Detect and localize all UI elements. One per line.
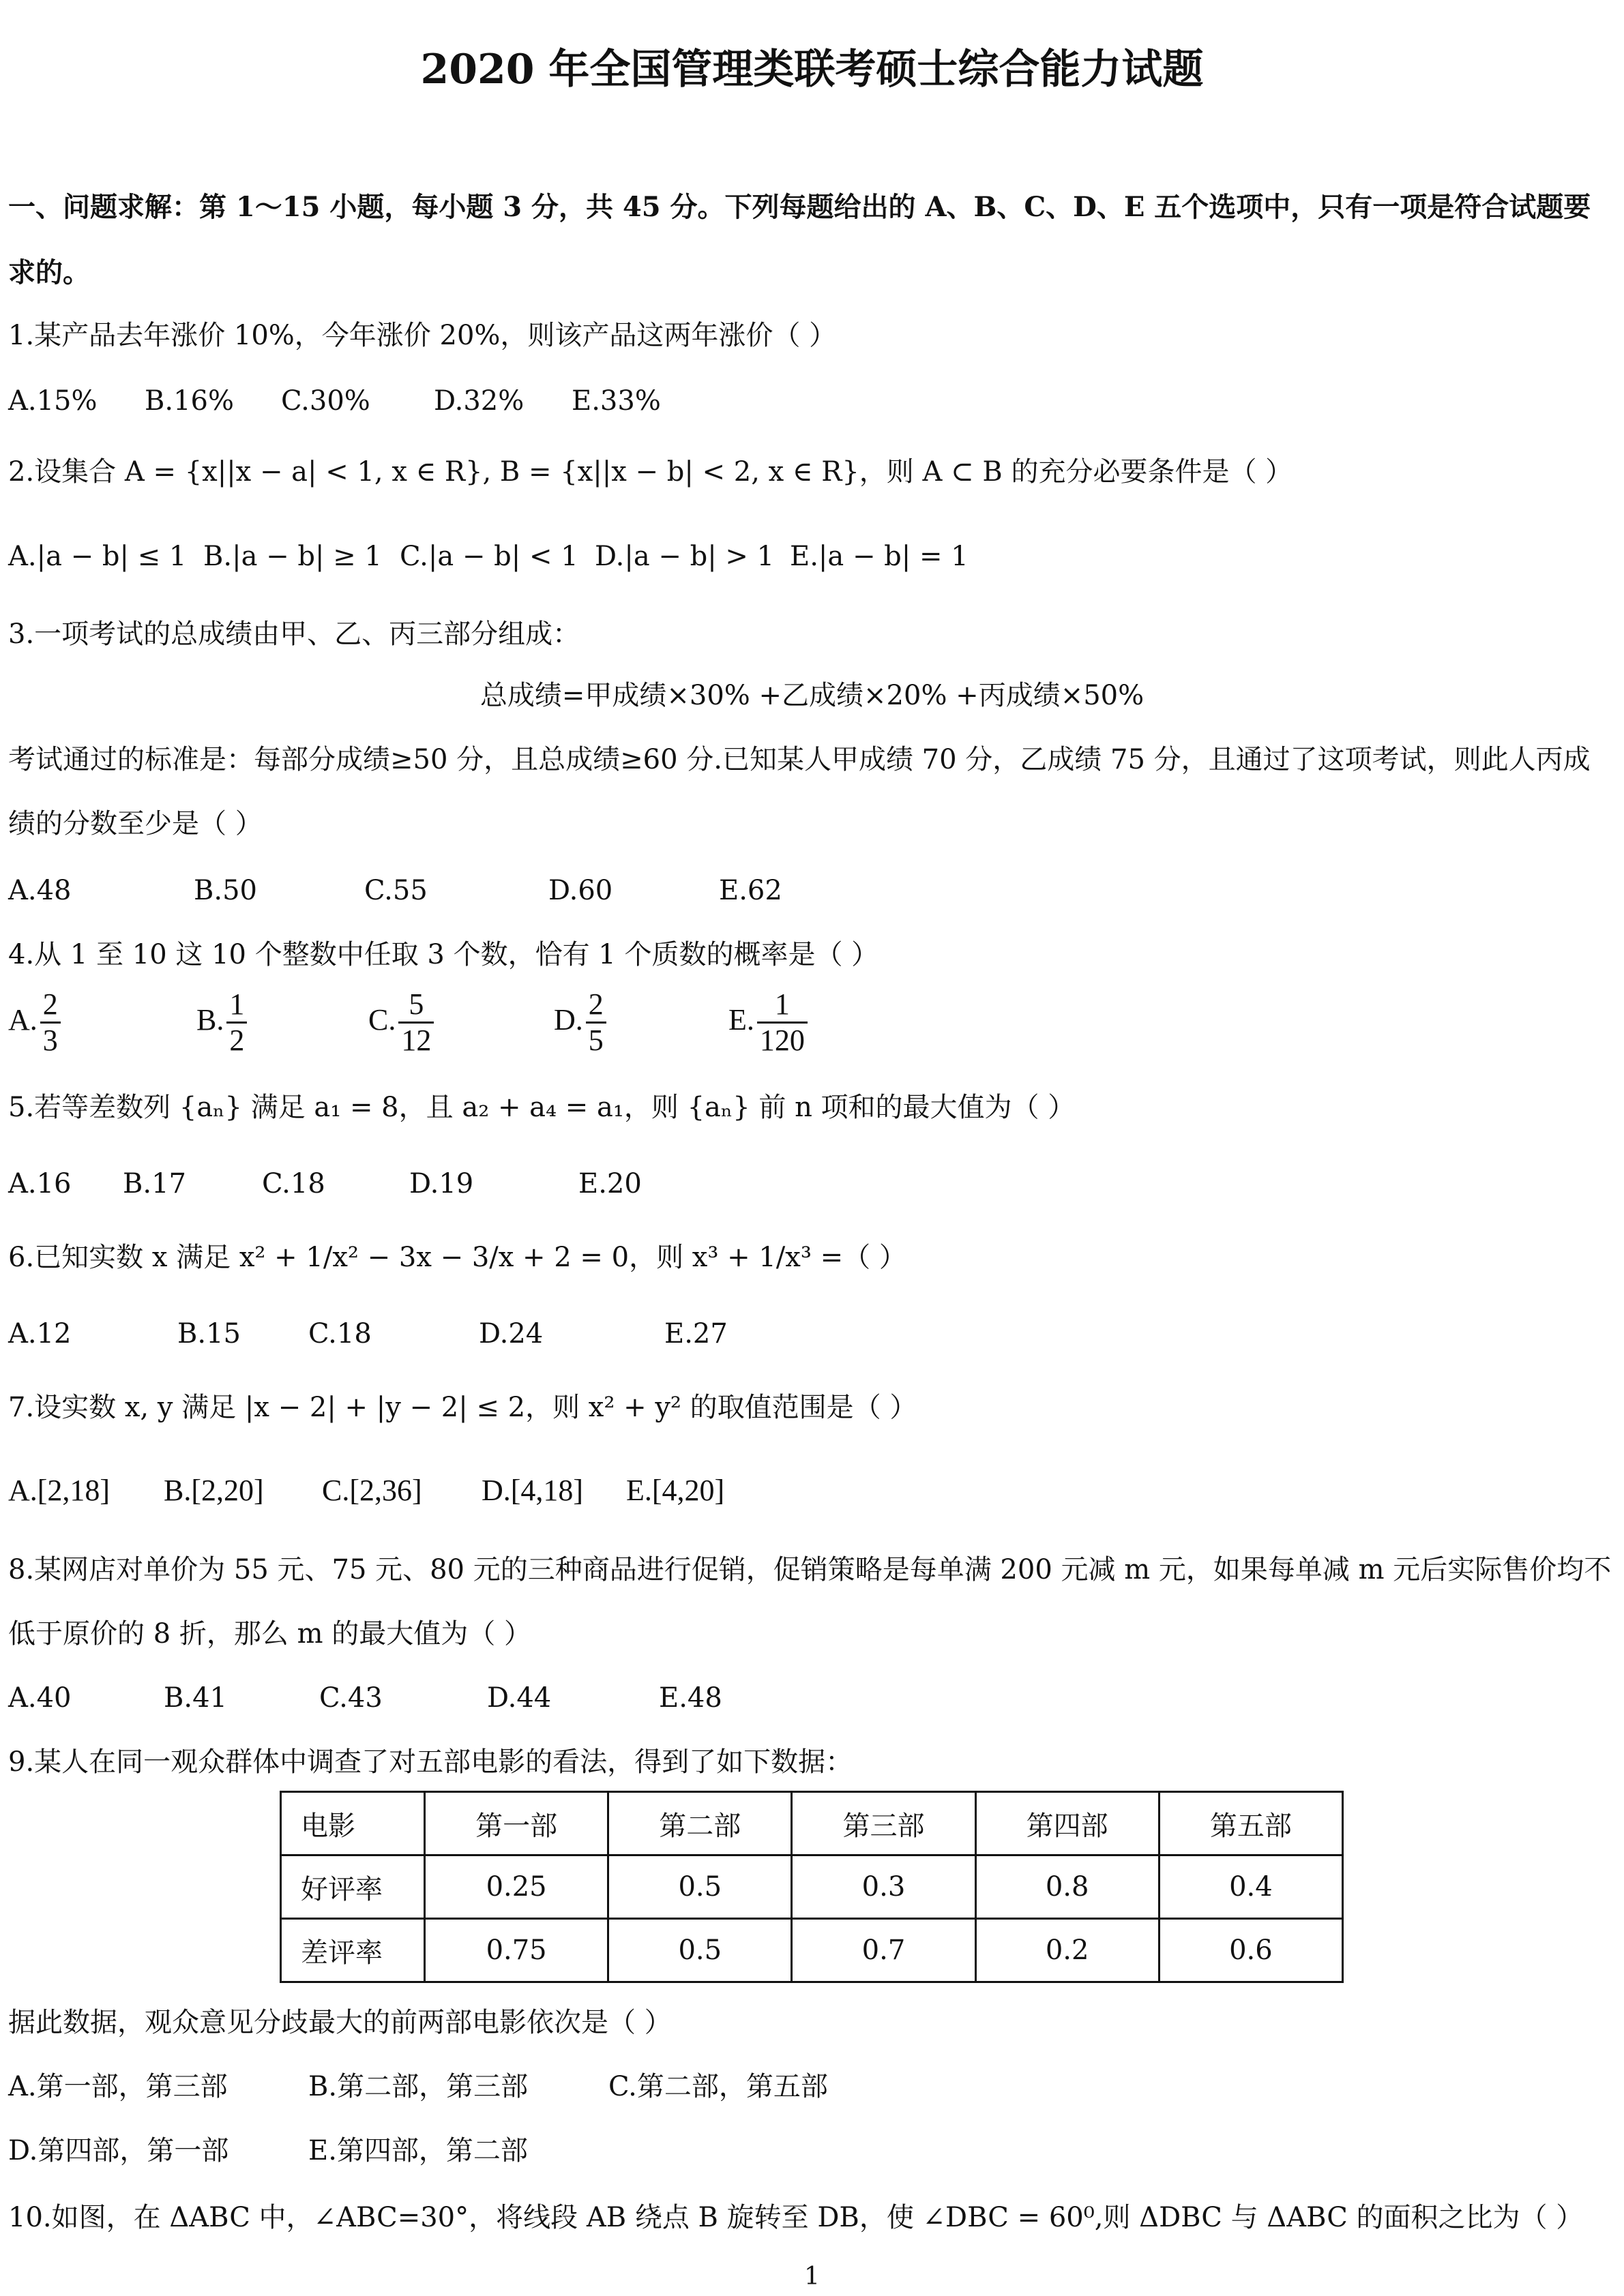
option-a[interactable]: A.第一部，第三部 [8, 2071, 228, 2102]
denominator: 2 [229, 1024, 245, 1058]
option-c[interactable]: C.43 [319, 1682, 383, 1714]
table-cell: 0.75 [425, 1919, 608, 1982]
option-e[interactable]: E.|a − b| = 1 [790, 541, 969, 572]
option-a[interactable]: A.15% [8, 385, 98, 417]
option-a[interactable]: A.|a − b| ≤ 1 [8, 541, 187, 572]
denominator: 12 [401, 1024, 432, 1058]
denominator: 120 [759, 1024, 805, 1058]
table-cell: 0.5 [608, 1855, 792, 1919]
option-label: A. [8, 1002, 38, 1037]
table-cell: 0.4 [1159, 1855, 1342, 1919]
question-3-stem: 3.一项考试的总成绩由甲、乙、丙三部分组成： [8, 618, 580, 650]
question-3-formula: 总成绩=甲成绩×30% +乙成绩×20% +丙成绩×50% [479, 680, 1145, 711]
option-e[interactable]: E.62 [719, 875, 782, 906]
option-c[interactable]: C.[2,36] [322, 1474, 422, 1507]
option-b[interactable]: B.15 [177, 1318, 241, 1350]
option-d[interactable]: D.[4,18] [482, 1474, 584, 1507]
option-b[interactable]: B.17 [123, 1168, 187, 1199]
option-a[interactable]: A.40 [8, 1682, 72, 1714]
option-d[interactable]: D.24 [479, 1318, 544, 1350]
option-e[interactable]: E.第四部，第二部 [308, 2135, 528, 2166]
table-cell: 0.3 [792, 1855, 975, 1919]
numerator: 2 [586, 989, 606, 1024]
option-d[interactable]: D.第四部，第一部 [8, 2135, 229, 2166]
option-e[interactable]: E.33% [572, 385, 661, 417]
fraction [226, 989, 247, 1056]
question-8-line1: 8.某网店对单价为 55 元、75 元、80 元的三种商品进行促销，促销策略是每单满 200 元减 m 元，如果每单减 m 元后实际售价均不 [8, 1554, 1612, 1585]
option-e[interactable]: E.48 [659, 1682, 722, 1714]
option-b[interactable] [196, 989, 247, 1056]
option-a[interactable]: A.16 [8, 1168, 72, 1199]
question-6-stem: 6.已知实数 x 满足 x² + 1/x² − 3x − 3/x + 2 = 0，则 x³ + 1/x³ =（ ） [8, 1242, 906, 1273]
option-c[interactable]: C.18 [308, 1318, 372, 1350]
option-label: C. [368, 1002, 396, 1037]
table-header-cell: 电影 [281, 1792, 425, 1855]
question-4-stem: 4.从 1 至 10 这 10 个整数中任取 3 个数，恰有 1 个质数的概率是（ ） [8, 939, 879, 970]
question-3-line3: 考试通过的标准是：每部分成绩≥50 分，且总成绩≥60 分.已知某人甲成绩 70 分，乙成绩 75 分，且通过了这项考试，则此人丙成 [8, 744, 1591, 775]
fraction [586, 989, 606, 1056]
option-c[interactable]: C.|a − b| < 1 [400, 541, 578, 572]
table-cell: 0.7 [792, 1919, 975, 1982]
fraction [398, 989, 434, 1056]
option-c[interactable] [368, 989, 434, 1056]
question-9-question: 据此数据，观众意见分歧最大的前两部电影依次是（ ） [8, 2007, 672, 2038]
option-b[interactable]: B.16% [145, 385, 235, 417]
question-3-line4: 绩的分数至少是（ ） [8, 808, 263, 839]
option-d[interactable]: D.60 [548, 875, 613, 906]
option-d[interactable]: D.32% [434, 385, 525, 417]
question-1-stem: 1.某产品去年涨价 10%，今年涨价 20%，则该产品这两年涨价（ ） [8, 320, 837, 351]
option-label: E. [728, 1002, 754, 1037]
option-b[interactable]: B.[2,20] [164, 1474, 264, 1507]
section-instruction-line2: 求的。 [8, 256, 90, 288]
option-b[interactable]: B.41 [164, 1682, 228, 1714]
table-cell: 0.25 [425, 1855, 608, 1919]
question-8-line2: 低于原价的 8 折，那么 m 的最大值为（ ） [8, 1618, 531, 1650]
option-c[interactable]: C.30% [281, 385, 370, 417]
option-a[interactable]: A.48 [8, 875, 72, 906]
numerator: 1 [226, 989, 247, 1024]
option-b[interactable]: B.50 [194, 875, 258, 906]
film-rating-table [280, 1791, 1344, 1983]
option-a[interactable]: A.[2,18] [8, 1474, 110, 1507]
option-label: D. [554, 1002, 583, 1037]
option-label: B. [196, 1002, 224, 1037]
question-9-stem: 9.某人在同一观众群体中调查了对五部电影的看法，得到了如下数据： [8, 1746, 853, 1778]
numerator: 5 [398, 989, 434, 1024]
option-d[interactable]: D.44 [487, 1682, 552, 1714]
option-e[interactable]: E.20 [578, 1168, 642, 1199]
option-d[interactable] [554, 989, 606, 1056]
fraction [757, 989, 808, 1056]
table-cell: 0.8 [975, 1855, 1159, 1919]
option-c[interactable]: C.18 [262, 1168, 325, 1199]
option-a[interactable]: A.12 [8, 1318, 72, 1350]
section-instruction-line1: 一、问题求解：第 1～15 小题，每小题 3 分，共 45 分。下列每题给出的 A、B、C、D、E 五个选项中，只有一项是符合试题要 [8, 191, 1591, 223]
table-row [281, 1855, 1343, 1919]
table-cell: 0.6 [1159, 1919, 1342, 1982]
table-cell: 差评率 [281, 1919, 425, 1982]
denominator: 3 [42, 1024, 58, 1058]
denominator: 5 [588, 1024, 604, 1058]
option-b[interactable]: B.|a − b| ≥ 1 [203, 541, 382, 572]
table-cell: 好评率 [281, 1855, 425, 1919]
option-d[interactable]: D.|a − b| > 1 [595, 541, 775, 572]
table-header-row [281, 1792, 1343, 1855]
table-header-cell: 第三部 [792, 1792, 975, 1855]
question-5-stem: 5.若等差数列 {aₙ} 满足 a₁ = 8，且 a₂ + a₄ = a₁，则 {aₙ} 前 n 项和的最大值为（ ） [8, 1092, 1076, 1123]
option-d[interactable]: D.19 [409, 1168, 474, 1199]
fraction [40, 989, 61, 1056]
table-cell: 0.2 [975, 1919, 1159, 1982]
option-e[interactable] [728, 989, 808, 1056]
table-header-cell: 第二部 [608, 1792, 792, 1855]
question-7-stem: 7.设实数 x, y 满足 |x − 2| + |y − 2| ≤ 2，则 x² + y² 的取值范围是（ ） [8, 1392, 917, 1423]
table-header-cell: 第五部 [1159, 1792, 1342, 1855]
table-header-cell: 第一部 [425, 1792, 608, 1855]
option-a[interactable] [8, 989, 61, 1056]
table-row [281, 1919, 1343, 1982]
option-e[interactable]: E.[4,20] [626, 1474, 725, 1507]
question-10-stem: 10.如图，在 ΔABC 中，∠ABC=30°，将线段 AB 绕点 B 旋转至 DB，使 ∠DBC = 60⁰,则 ΔDBC 与 ΔABC 的面积之比为（ ） [8, 2202, 1584, 2233]
numerator: 1 [757, 989, 808, 1024]
table-cell: 0.5 [608, 1919, 792, 1982]
page-title: 2020 年全国管理类联考硕士综合能力试题 [420, 46, 1204, 93]
numerator: 2 [40, 989, 61, 1024]
page-number: 1 [804, 2263, 820, 2291]
option-c[interactable]: C.第二部，第五部 [608, 2071, 828, 2102]
table-header-cell: 第四部 [975, 1792, 1159, 1855]
question-2-stem: 2.设集合 A = {x||x − a| < 1, x ∈ R}, B = {x||x − b| < 2, x ∈ R}，则 A ⊂ B 的充分必要条件是（ ） [8, 456, 1293, 488]
option-e[interactable]: E.27 [664, 1318, 728, 1350]
option-b[interactable]: B.第二部，第三部 [308, 2071, 529, 2102]
option-c[interactable]: C.55 [364, 875, 428, 906]
